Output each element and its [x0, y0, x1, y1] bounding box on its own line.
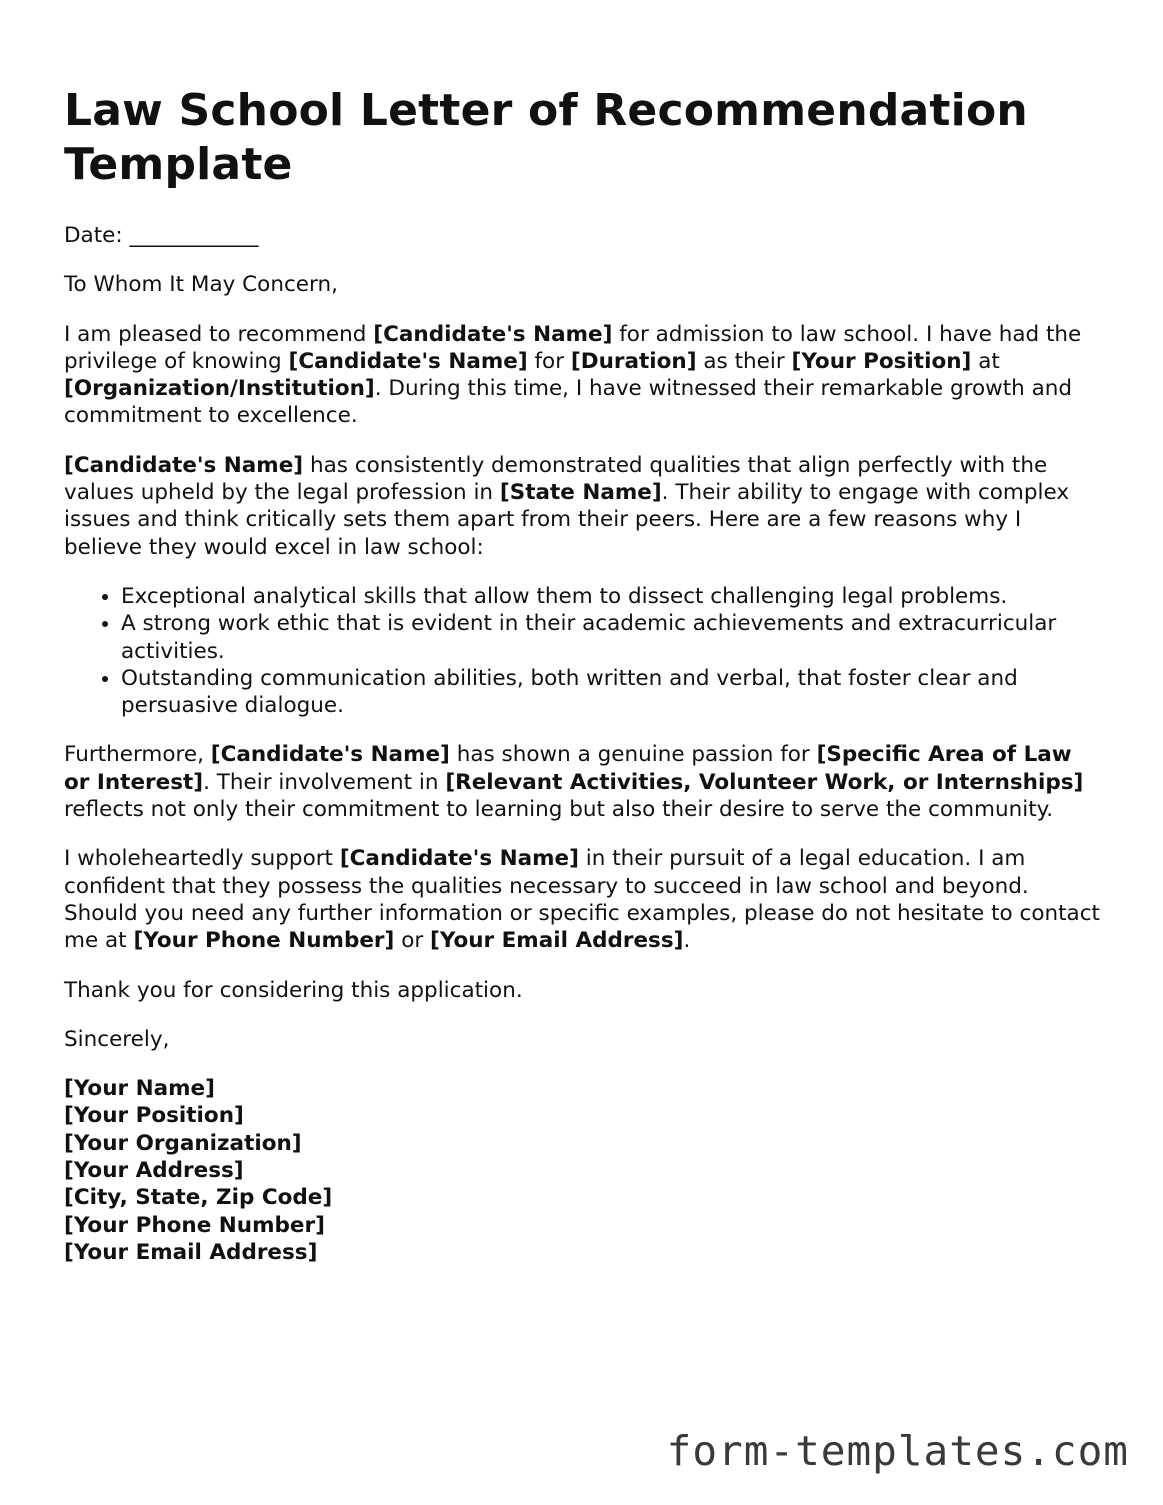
placeholder-candidate-name: [Candidate's Name] [210, 742, 450, 768]
placeholder-candidate-name: [Candidate's Name] [373, 321, 613, 347]
document-title: Law School Letter of Recommendation Template [64, 85, 1028, 190]
signature-line: [City, State, Zip Code] [64, 1185, 333, 1211]
text-run: at [971, 348, 1000, 374]
text-run: for [527, 348, 571, 374]
placeholder-duration: [Duration] [570, 348, 697, 374]
signature-line: [Your Name] [64, 1076, 215, 1102]
placeholder-area-of-law: [Specific Area of Law or Interest] [64, 742, 1072, 795]
signature-line: [Your Organization] [64, 1130, 302, 1156]
placeholder-phone-number: [Your Phone Number] [133, 928, 395, 954]
text-run: . Their involvement in [203, 769, 446, 795]
text-run: or [394, 928, 431, 954]
placeholder-activities: [Relevant Activities, Volunteer Work, or Internships] [445, 769, 1084, 795]
closing: Sincerely, [64, 1026, 170, 1052]
signature-line: [Your Address] [64, 1158, 244, 1184]
text-run: . Their ability to engage with complex issues and think critically sets them apart from their peers. Here are a few reasons why I believe they would excel in law school: [64, 480, 1070, 560]
list-item: • Outstanding communication abilities, both written and verbal, that foster clear and persuasive dialogue. [121, 665, 1104, 720]
text-run: . [683, 928, 691, 954]
paragraph-thanks: Thank you for considering this application. [64, 977, 523, 1003]
signature-line: [Your Position] [64, 1103, 244, 1129]
text-run: for admission to law school. I have had the privilege of knowing [64, 321, 1082, 374]
signature-line: [Your Email Address] [64, 1239, 318, 1265]
text-run: reflects not only their commitment to learning but also their desire to serve the community. [64, 797, 1054, 823]
text-run: has shown a genuine passion for [449, 742, 817, 768]
text-run: has consistently demonstrated qualities that align perfectly with the values upheld by the legal profession in [64, 452, 1048, 506]
placeholder-candidate-name: [Candidate's Name] [339, 846, 579, 872]
text-run: Furthermore, [64, 742, 211, 768]
letter-document [64, 84, 1104, 1266]
signature-line: [Your Phone Number] [64, 1212, 325, 1238]
text-run: I wholeheartedly support [64, 846, 340, 872]
list-item: • A strong work ethic that is evident in their academic achievements and extracurricular activities. [121, 610, 1104, 665]
placeholder-candidate-name: [Candidate's Name] [64, 452, 304, 478]
paragraph-support [64, 845, 1104, 954]
text-run: in their pursuit of a legal education. I am confident that they possess the qualities necessary to succeed in law school and beyond. Should you need any further information or specific examples, please do not hesitate to contact me at [64, 846, 1100, 954]
list-item: • Exceptional analytical skills that allow them to dissect challenging legal problems. [121, 583, 1104, 610]
placeholder-your-position: [Your Position] [791, 348, 972, 374]
text-run: as their [696, 348, 792, 374]
placeholder-state-name: [State Name] [499, 480, 662, 506]
placeholder-candidate-name: [Candidate's Name] [288, 348, 528, 374]
paragraph-qualities [64, 452, 1104, 561]
salutation: To Whom It May Concern, [64, 272, 338, 298]
paragraph-passion [64, 741, 1104, 823]
placeholder-organization: [Organization/Institution] [64, 376, 375, 402]
text-run: . During this time, I have witnessed their remarkable growth and commitment to excellence. [64, 376, 1073, 429]
text-run: I am pleased to recommend [64, 321, 374, 347]
reasons-list [64, 583, 1104, 719]
date-line: Date: ____________ [64, 223, 259, 248]
watermark: form-templates.com [666, 1427, 1129, 1475]
paragraph-intro [64, 321, 1104, 430]
placeholder-email-address: [Your Email Address] [430, 928, 684, 954]
signature-block [64, 1075, 1104, 1266]
